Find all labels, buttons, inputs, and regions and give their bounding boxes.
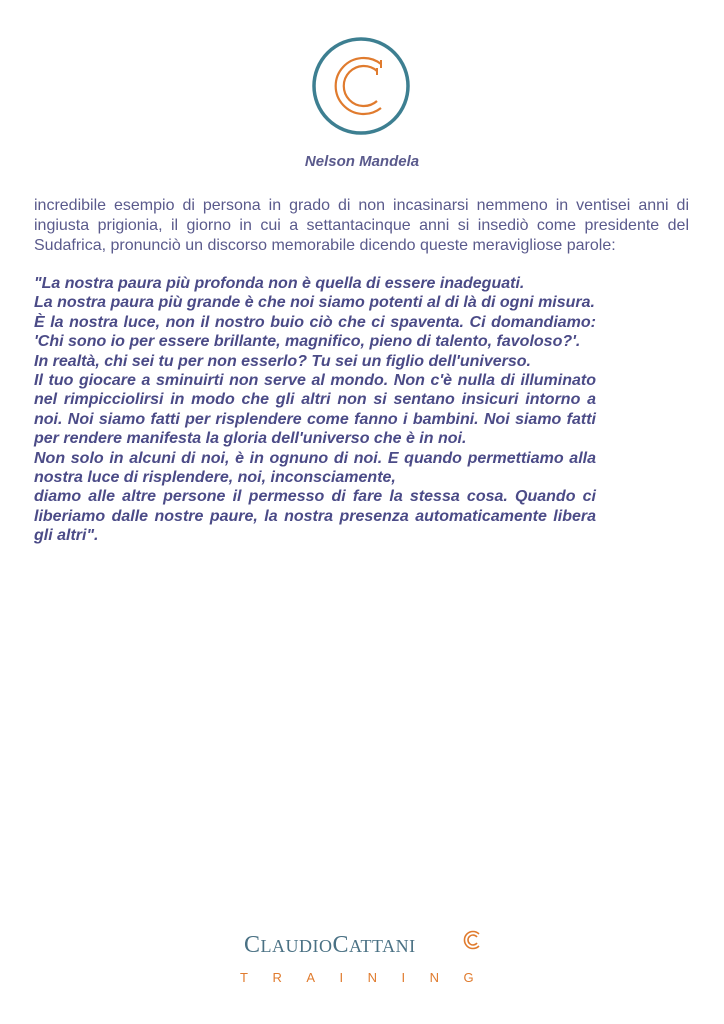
page-title: Nelson Mandela: [304, 153, 420, 170]
quote-line: "La nostra paura più profonda non è quella di essere inadeguati.: [34, 275, 525, 292]
footer-tagline: TRAINING: [240, 970, 499, 985]
brand-rest: LAUDIO: [260, 936, 333, 956]
footer-brand-name: [244, 932, 416, 959]
mandela-quote: [34, 274, 596, 546]
quote-line: Il tuo giocare a sminuirti non serve al mondo. Non c'è nulla di illuminato nel rimpicciolirsi in modo che gli altri non si sentano insicuri intorno a noi. Noi siamo fatti per risplendere come fanno i bambini. Noi siamo fatti per rendere manifesta la gloria dell'universo che è in noi.: [34, 372, 596, 448]
brand-initial: C: [244, 932, 261, 958]
intro-paragraph: incredibile esempio di persona in grado di non incasinarsi nemmeno in ventisei anni di ingiusta prigionia, il giorno in cui a settantacinque anni si insediò come presidente del Sudafrica, pronunciò un discorso memorabile dicendo queste meravigliose parole:: [34, 197, 689, 254]
quote-line: diamo alle altre persone il permesso di fare la stessa cosa. Quando ci liberiamo dalle nostre paure, la nostra presenza automaticamente libera gli altri".: [34, 488, 596, 545]
cc-monogram-logo-icon: [311, 36, 411, 136]
quote-line: La nostra paura più grande è che noi siamo potenti al di là di ogni misura.: [34, 294, 595, 312]
quote-line: È la nostra luce, non il nostro buio ciò che ci spaventa. Ci domandiamo: 'Chi sono io per essere brillante, magnifico, pieno di talento, favoloso?'.: [34, 313, 596, 351]
quote-line: In realtà, chi sei tu per non esserlo? Tu sei un figlio dell'universo.: [34, 352, 531, 370]
brand-rest: ATTANI: [349, 936, 416, 956]
cc-small-mark-icon: [462, 929, 484, 951]
brand-initial: C: [332, 932, 350, 958]
quote-line: Non solo in alcuni di noi, è in ognuno di noi. E quando permettiamo alla nostra luce di risplendere, noi, inconsciamente,: [34, 449, 596, 487]
